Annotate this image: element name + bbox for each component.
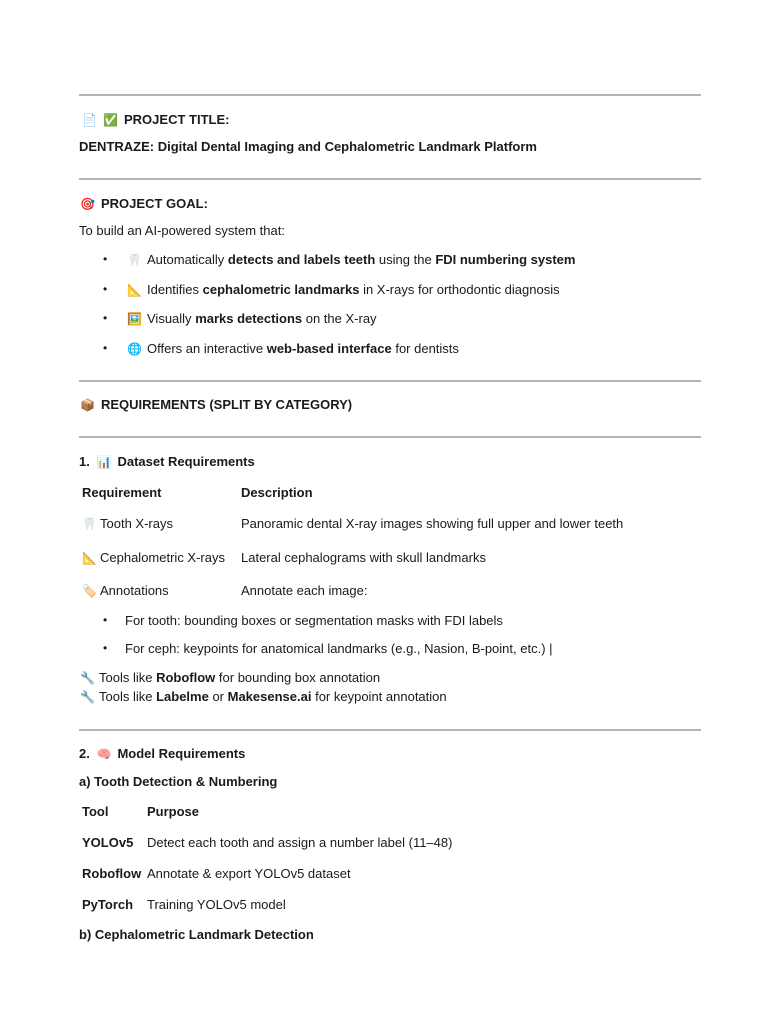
requirement-label: Tooth X-rays — [100, 516, 173, 531]
subheading-ceph-detection: b) Cephalometric Landmark Detection — [79, 927, 314, 942]
annotation-bullet-item: For tooth: bounding boxes or segmentation masks with FDI labels — [125, 613, 503, 628]
divider — [79, 380, 701, 382]
text-run: Identifies — [147, 282, 203, 297]
wrench-icon: 🔧 — [80, 690, 95, 704]
table-cell-purpose: Training YOLOv5 model — [147, 897, 286, 912]
table-cell-tool: YOLOv5 — [82, 835, 134, 850]
globe-icon: 🌐 — [127, 342, 142, 356]
tooth-icon: 🦷 — [82, 517, 97, 531]
requirement-label: Annotations — [100, 583, 169, 598]
subheading-tooth-detection: a) Tooth Detection & Numbering — [79, 774, 278, 789]
table-cell-tool: PyTorch — [82, 897, 134, 912]
text-run: Tools like — [99, 689, 157, 704]
label-tag-icon: 🏷️ — [82, 584, 97, 598]
model-requirements-heading: 2. 🧠 Model Requirements — [79, 746, 246, 761]
check-icon: ✅ — [103, 113, 118, 127]
table-header-purpose: Purpose — [147, 804, 200, 819]
text-run: detects and labels teeth — [227, 252, 376, 267]
text-run: on the X-ray — [302, 311, 377, 326]
text-run: Roboflow — [156, 670, 216, 685]
bullet-dot: • — [103, 282, 108, 296]
picture-icon: 🖼️ — [127, 312, 142, 326]
tools-line — [80, 670, 380, 685]
requirements-heading: 📦 REQUIREMENTS (SPLIT BY CATEGORY) — [80, 397, 353, 412]
text-run: or — [208, 689, 228, 704]
brain-icon: 🧠 — [96, 747, 112, 761]
table-header-description: Description — [241, 485, 313, 500]
goal-bullet-item — [127, 311, 377, 326]
triangle-ruler-icon: 📐 — [127, 283, 142, 297]
divider — [79, 436, 701, 438]
wrench-icon: 🔧 — [80, 671, 95, 685]
table-cell-purpose: Annotate & export YOLOv5 dataset — [147, 866, 351, 881]
target-icon: 🎯 — [80, 197, 95, 211]
text-run: cephalometric landmarks — [202, 282, 360, 297]
table-cell-description: Annotate each image: — [241, 583, 368, 598]
text-run: marks detections — [195, 311, 303, 326]
text-run: Automatically — [147, 252, 228, 267]
bullet-dot: • — [103, 613, 108, 627]
text-run: in X-rays for orthodontic diagnosis — [359, 282, 560, 297]
bullet-dot: • — [103, 341, 108, 355]
table-cell-description: Lateral cephalograms with skull landmarks — [241, 550, 486, 565]
table-cell-requirement — [82, 516, 173, 531]
table-cell-requirement — [82, 550, 225, 565]
text-run: Visually — [147, 311, 196, 326]
bullet-dot: • — [103, 252, 108, 266]
goal-intro: To build an AI-powered system that: — [79, 223, 285, 238]
bullet-dot: • — [103, 641, 108, 655]
goal-bullet-item — [127, 252, 575, 267]
table-cell-description: Panoramic dental X-ray images showing full upper and lower teeth — [241, 516, 624, 531]
annotation-bullet-item: For ceph: keypoints for anatomical landmarks (e.g., Nasion, B-point, etc.) | — [125, 641, 553, 656]
text-run: FDI numbering system — [435, 252, 576, 267]
table-header-requirement: Requirement — [82, 485, 162, 500]
tooth-icon: 🦷 — [127, 253, 142, 267]
bullet-dot: • — [103, 311, 108, 325]
text-run: Labelme — [156, 689, 209, 704]
project-title-heading: 📄 ✅ PROJECT TITLE: — [82, 112, 230, 127]
text-run: Makesense.ai — [227, 689, 312, 704]
text-run: Offers an interactive — [147, 341, 267, 356]
text-run: web-based interface — [266, 341, 392, 356]
divider — [79, 729, 701, 731]
text-run: using the — [375, 252, 436, 267]
project-goal-heading: 🎯 PROJECT GOAL: — [80, 196, 208, 211]
goal-bullet-item — [127, 282, 560, 297]
tools-line — [80, 689, 447, 704]
package-icon: 📦 — [80, 398, 95, 412]
divider — [79, 178, 701, 180]
requirement-label: Cephalometric X-rays — [100, 550, 225, 565]
bar-chart-icon: 📊 — [96, 455, 112, 469]
document-icon: 📄 — [82, 113, 97, 127]
project-title: DENTRAZE: Digital Dental Imaging and Cephalometric Landmark Platform — [79, 139, 537, 154]
goal-bullet-item — [127, 341, 459, 356]
divider — [79, 94, 701, 96]
text-run: for bounding box annotation — [215, 670, 381, 685]
table-cell-purpose: Detect each tooth and assign a number label (11–48) — [147, 835, 453, 850]
table-cell-tool: Roboflow — [82, 866, 142, 881]
triangle-ruler-icon: 📐 — [82, 551, 97, 565]
text-run: for dentists — [391, 341, 459, 356]
table-cell-requirement — [82, 583, 169, 598]
dataset-requirements-heading: 1. 📊 Dataset Requirements — [79, 454, 255, 469]
table-header-tool: Tool — [82, 804, 109, 819]
text-run: for keypoint annotation — [311, 689, 447, 704]
text-run: Tools like — [99, 670, 157, 685]
